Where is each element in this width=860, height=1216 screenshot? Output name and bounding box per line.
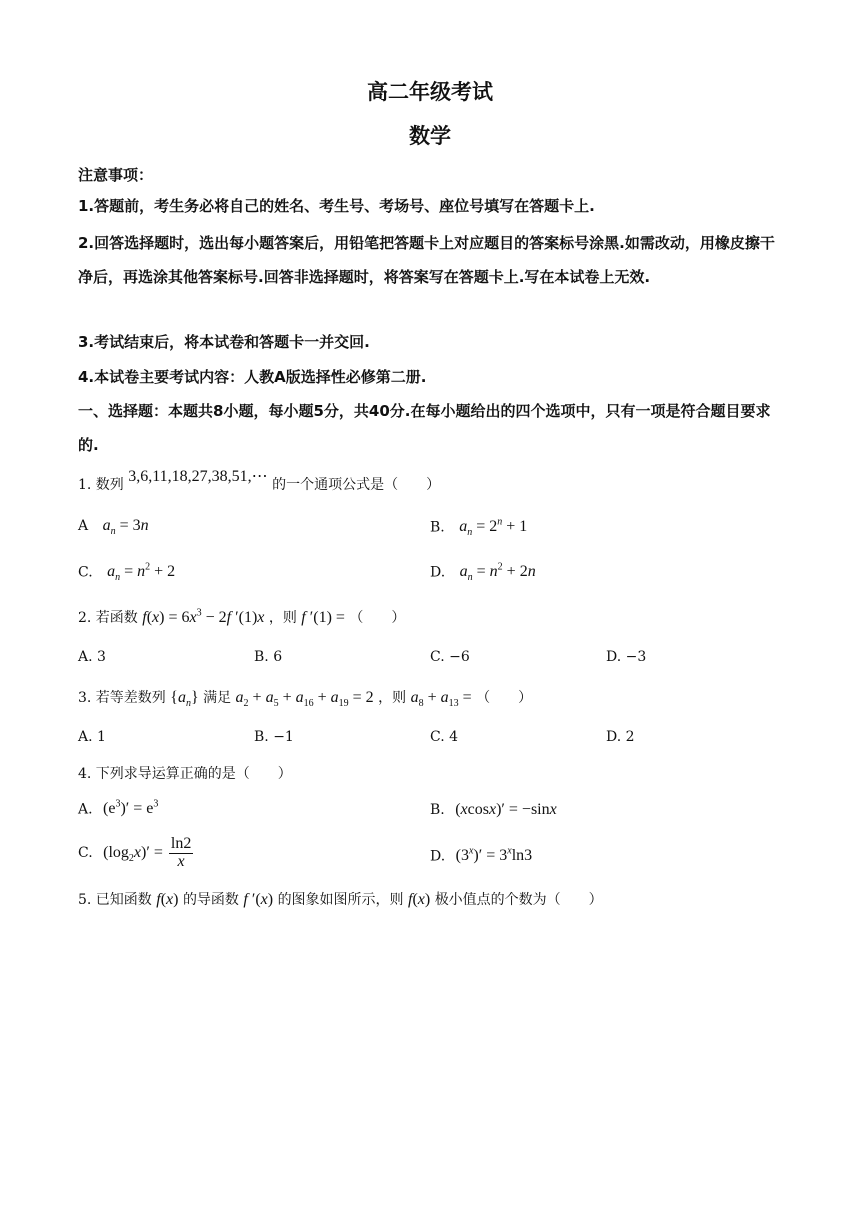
q3-option-d[interactable]: D. 2 — [606, 729, 635, 745]
question-5: 5. 已知函数 f(x) 的导函数 f ′(x) 的图象如图所示，则 f(x) 极小值点的个数为（ ） — [78, 891, 603, 908]
q5-mid2: 的图象如图所示，则 — [277, 892, 404, 908]
q1-option-b[interactable]: B. $a_n = 2^n + 1$ — [430, 517, 528, 539]
q3-prefix: 3. 若等差数列 — [78, 690, 166, 706]
q1-option-d[interactable]: D. $a_n = n^2 + 2n$ — [430, 562, 536, 584]
section-heading: 一、选择题：本题共8小题，每小题5分，共40分.在每小题给出的四个选项中，只有一项是符合题目要求的. — [78, 402, 771, 454]
q1-option-a[interactable]: A $a_n = 3n$ — [78, 517, 149, 538]
question-2: 2. 若函数 $f(x) = 6x^3 - 2f$ ′(1)x ，则 f ′(1) = （ ） — [78, 607, 406, 626]
q3-mid2: ，则 — [378, 690, 407, 706]
q1-sequence: 3,6,11,18,27,38,51,⋯ — [128, 468, 268, 485]
q4-option-c[interactable]: C. $(\log_2x)'$ = $\frac{\ln 2}{x}$ — [78, 835, 192, 870]
subject-title: 数学 — [409, 124, 451, 148]
q2-mid: ，则 — [268, 610, 297, 626]
note-item-4: 4.本试卷主要考试内容：人教A版选择性必修第二册. — [78, 368, 427, 386]
q4-option-a-label: A. — [78, 801, 93, 818]
q2-option-b[interactable]: B. 6 — [254, 649, 283, 665]
q3-suffix: （ ） — [476, 690, 533, 706]
q4-option-d-label: D. — [430, 848, 446, 865]
q2-option-d[interactable]: D. −3 — [606, 649, 647, 665]
q2-prefix: 2. 若函数 — [78, 610, 138, 626]
q1-option-d-label: D. — [430, 564, 446, 581]
q1-option-a-label: A — [78, 518, 89, 534]
question-1 — [78, 468, 441, 494]
q5-suffix: 极小值点的个数为（ ） — [434, 892, 603, 908]
q4-option-b[interactable]: B. (xcosx)′ = −sinx — [430, 801, 557, 818]
question-4: 4. 下列求导运算正确的是（ ） — [78, 766, 292, 782]
note-item-3: 3.考试结束后，将本试卷和答题卡一并交回. — [78, 333, 370, 351]
q4-option-d[interactable]: D. $(3^x)' = 3^x\ln 3$ — [430, 846, 533, 865]
note-item-1: 1.答题前，考生务必将自己的姓名、考生号、考场号、座位号填写在答题卡上. — [78, 197, 595, 215]
q3-option-b[interactable]: B. −1 — [254, 729, 294, 745]
note-item-2: 2.回答选择题时，选出每小题答案后，用铅笔把答题卡上对应题目的答案标号涂黑.如需改动，用橡皮擦干净后，再选涂其他答案标号.回答非选择题时，将答案写在答题卡上.写在本试卷上无效. — [78, 234, 775, 286]
q1-option-c[interactable]: C. $a_n = n^2 + 2$ — [78, 562, 176, 584]
q1-option-b-label: B. — [430, 519, 445, 536]
question-3: 3. 若等差数列 $\{a_n\}$ 满足 $a_2 + a_5 + a_{16} + a_{19} = 2$ ，则 $a_8 + a_{13}$ = （ ） — [78, 689, 533, 710]
q1-prefix: 1. 数列 — [78, 477, 124, 493]
q3-mid: 满足 — [203, 690, 232, 706]
q2-suffix: （ ） — [349, 610, 406, 626]
q4-option-a[interactable]: A. $(e^3)' = e^3$ — [78, 799, 159, 818]
q5-prefix: 5. 已知函数 — [78, 892, 152, 908]
q3-option-a[interactable]: A. 1 — [78, 729, 106, 745]
q5-mid: 的导函数 — [182, 892, 239, 908]
notes-heading: 注意事项： — [78, 166, 154, 184]
exam-title: 高二年级考试 — [367, 80, 493, 104]
q4-option-c-label: C. — [78, 844, 93, 861]
q2-option-a[interactable]: A. 3 — [78, 649, 106, 665]
q2-option-c[interactable]: C. −6 — [430, 649, 470, 665]
q1-option-c-label: C. — [78, 564, 93, 581]
q1-suffix: 的一个通项公式是（ ） — [272, 477, 441, 493]
q4-option-b-label: B. — [430, 802, 445, 818]
q3-option-c[interactable]: C. 4 — [430, 729, 459, 745]
